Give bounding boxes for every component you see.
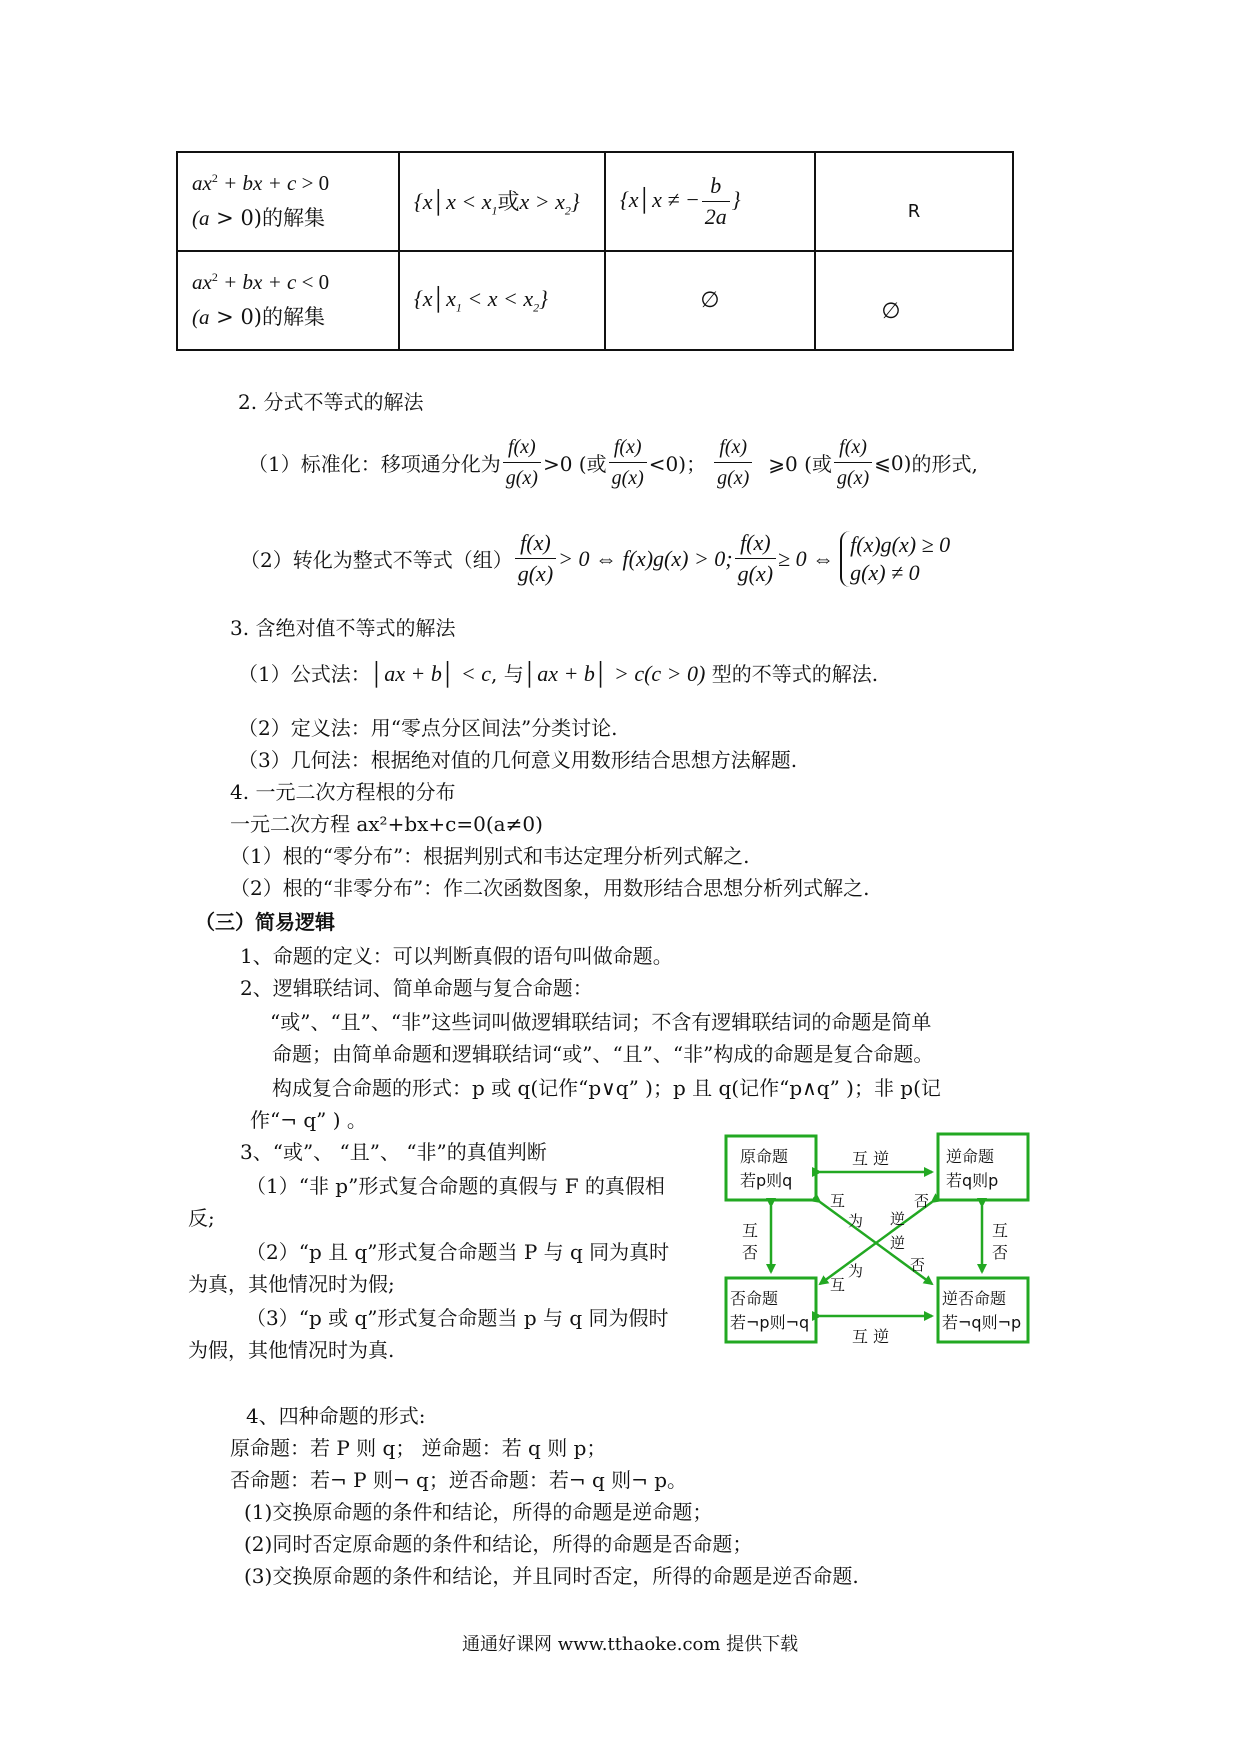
box-inverse-form: 若¬p则¬q [730,1313,810,1332]
section-title: 2. 分式不等式的解法 [238,390,424,414]
paragraph-tail: 的形式, [911,452,978,476]
box-original-title: 原命题 [740,1147,789,1166]
box-converse [938,1134,1028,1200]
formula-method-line: （1）公式法：│ax + b│ < c, 与│ax + b│ > c(c > 0) 型的不等式的解法. [238,661,879,686]
paragraph: 4、四种命题的形式: [246,1404,426,1428]
label-diag-a-3: 逆 [890,1234,906,1252]
box-inverse-title: 否命题 [730,1289,779,1308]
paragraph-lead: （2）转化为整式不等式（组） [240,548,513,572]
box-contrapositive [938,1278,1028,1342]
box-inverse [726,1278,816,1342]
table-cell-empty-set: ∅ [605,251,815,350]
paragraph: (2)同时否定原命题的条件和结论，所得的命题是否命题； [244,1532,753,1556]
paragraph: 1、命题的定义：可以判断真假的语句叫做命题。 [240,944,673,968]
paragraph: 原命题：若 P 则 q； 逆命题：若 q 则 p； [230,1436,607,1460]
label-right-2: 否 [992,1243,1009,1262]
box-original [726,1136,816,1200]
paragraph-lead: （1）标准化：移项通分化为 [248,452,501,476]
table-row [177,152,1013,251]
box-converse-title: 逆命题 [946,1147,995,1166]
label-left-1: 互 [742,1221,759,1240]
label-top: 互 逆 [852,1149,890,1168]
table-cell-solution-two-roots: {x│x < $x_1$或$x > x_2$} [399,152,605,251]
label-diag-b-1: 互 [830,1276,846,1294]
box-original-form: 若p则q [740,1171,793,1190]
paragraph: “或”、“且”、“非”这些词叫做逻辑联结词；不含有逻辑联结词的命题是简单 [270,1010,932,1034]
section-heading: （三）简易逻辑 [195,910,335,934]
table-cell-solution-no-root: R [815,152,1013,251]
paragraph: 为假，其他情况时为真. [188,1338,395,1362]
solution-set-table [176,151,1014,351]
page-footer: 通通好课网 www.tthaoke.com 提供下载 [462,1634,799,1655]
paragraph: （2）“p 且 q”形式复合命题当 P 与 q 同为真时 [246,1240,670,1264]
table-cell-condition: $ax^2$ + bx + c < 0 (a > 0)的解集 [177,251,399,350]
paragraph: 3、“或”、 “且”、 “非”的真值判断 [240,1140,547,1164]
paragraph-lead: （1）公式法： [238,662,371,686]
paragraph: （1）“非 p”形式复合命题的真假与 F 的真假相 [246,1174,665,1198]
table-cell-condition: $ax^2$ + bx + c > 0 (a > 0)的解集 [177,152,399,251]
section-title: 4. 一元二次方程根的分布 [230,780,456,804]
paragraph: 一元二次方程 ax²+bx+c=0(a≠0) [230,812,543,836]
box-converse-form: 若q则p [946,1171,999,1190]
label-diag-b-3: 逆 [890,1210,906,1228]
paragraph: 2、逻辑联结词、简单命题与复合命题： [240,976,593,1000]
paragraph: 构成复合命题的形式：p 或 q(记作“p∨q” )；p 且 q(记作“p∧q” )；非 p(记 [272,1076,941,1100]
paragraph: 为真，其他情况时为假; [188,1272,395,1296]
fraction-convert-line: （2）转化为整式不等式（组） $\frac{f(x)}{g(x)}$ > 0 ⇔ f(x)g(x) > 0; $\frac{f(x)}{g(x)}$ ≥ 0 ⇔ f(x)g(x) ≥ 0 g(x) ≠ 0 [240,530,951,586]
box-contrapositive-form: 若¬q则¬p [942,1313,1022,1332]
paragraph: （3）“p 或 q”形式复合命题当 p 与 q 同为假时 [246,1306,669,1330]
paragraph: (1)交换原命题的条件和结论，所得的命题是逆命题； [244,1500,713,1524]
section-title: 3. 含绝对值不等式的解法 [230,616,456,640]
table-cell-solution-two-roots: $\{x│x_1 < x < x_2\}$ [399,251,605,350]
label-left-2: 否 [742,1243,759,1262]
four-propositions-diagram [720,1130,1040,1350]
label-diag-a-1: 互 [830,1192,846,1210]
label-right-1: 互 [992,1221,1009,1240]
paragraph: （2）定义法：用“零点分区间法”分类讨论. [238,716,618,740]
paragraph: 否命题：若¬ P 则¬ q；逆否命题：若¬ q 则¬ p。 [230,1468,688,1492]
fraction-standardize-line: （1）标准化：移项通分化为 $\frac{f(x)}{g(x)}$ >0 (或 $\frac{f(x)}{g(x)}$ <0)； $\frac{f(x)}{g(x)}$ ⩾0 (或 $\frac{f(x)}{g(x)}$ ⩽0) 的形式, [248,432,978,493]
paragraph: 作“¬ q” ) 。 [250,1108,367,1132]
table-row [177,251,1013,350]
paragraph: （2）根的“非零分布”：作二次函数图象，用数形结合思想分析列式解之. [230,876,870,900]
paragraph: （1）根的“零分布”：根据判别式和韦达定理分析列式解之. [230,844,750,868]
paragraph: 命题；由简单命题和逻辑联结词“或”、“且”、“非”构成的命题是复合命题。 [272,1042,934,1066]
paragraph: （3）几何法：根据绝对值的几何意义用数形结合思想方法解题. [238,748,798,772]
table-cell-solution-double-root: {x│x ≠ − $\frac{b}{2a}$ } [605,152,815,251]
table-cell-empty-set: ∅ [815,251,1013,350]
paragraph: 反; [188,1206,215,1230]
box-contrapositive-title: 逆否命题 [942,1289,1007,1308]
paragraph: (3)交换原命题的条件和结论，并且同时否定，所得的命题是逆否命题. [244,1564,859,1588]
label-diag-a-4: 否 [910,1256,926,1274]
label-diag-b-4: 否 [914,1192,930,1210]
label-diag-a-2: 为 [848,1212,864,1230]
paragraph-tail: 型的不等式的解法. [711,662,879,686]
label-diag-b-2: 为 [848,1262,864,1280]
label-bottom: 互 逆 [852,1327,890,1346]
